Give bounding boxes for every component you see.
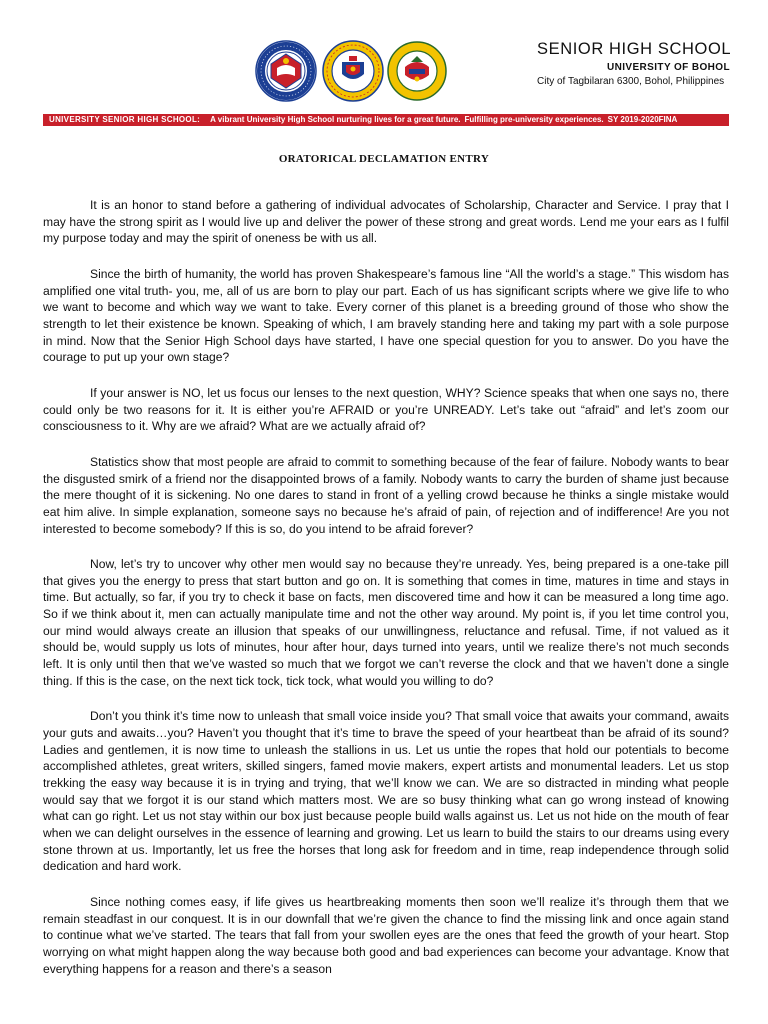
banner-tagline: A vibrant University High School nurturing lives for a great future. (210, 115, 461, 124)
university-of-bohol-seal-icon (322, 40, 384, 102)
paragraph: Statistics show that most people are afraid to commit to something because of the fear of failure. Nobody wants to bear the disgusted smirk of a friend nor the disappointed brows of a family. Nobody wants to carry the burden of shame just because the mere thought of it is sickening. No one dares to stand in front of a yelling crowd because he thinks a single mistake would eat him alive. In simple explanation, someone says no because he’s afraid of pain, of rejection and of indifference! Are you not interested to become somebody? If this is so, do you intend to be afraid forever? (43, 454, 729, 536)
school-banner (43, 114, 729, 126)
speech-body (43, 197, 729, 996)
school-name: SENIOR HIGH SCHOOL (537, 40, 732, 58)
university-name: UNIVERSITY OF BOHOL (607, 62, 730, 73)
banner-year: SY 2019-2020FINA (607, 115, 678, 124)
document-title: ORATORICAL DECLAMATION ENTRY (278, 153, 490, 165)
paragraph: If your answer is NO, let us focus our lenses to the next question, WHY? Science speaks that when one says no, there could only be two reasons for it. It is either you’re AFRAID or you’re UNREADY. Let’s take out “afraid” and let’s zoom our consciousness to it. Why are we afraid? What are we actually afraid of? (43, 385, 729, 434)
document-header (0, 0, 768, 110)
banner-motto: Fulfilling pre-university experiences. (464, 115, 604, 124)
university-high-school-seal-icon (387, 41, 447, 101)
paragraph: Now, let’s try to uncover why other men would say no because they’re unready. Yes, being prepared is a one-take pill that gives you the energy to press that start button and go on. It is something that comes in time, matures in time and stays in time. But actually, so far, if you try to check it base on facts, men discovered time and how it can be measured a long time ago. So if we think about it, men can actually manipulate time and not the other way around. My point is, if you let time control you, our mind would always create an illusion that speaks of our unwillingness, reluctance and refusal. Time, if not valued as it should be, would supply us lots of minutes, hour after hour, days turned into years, until we realize there’s not much seconds left. It is only until then that we’ve wasted so much that we forgot we can’t reverse the clock and that we haven’t done a single thing. If this is the case, on the next tick tock, tick tock, what would you willing to do? (43, 557, 729, 688)
paragraph: Since nothing comes easy, if life gives us heartbreaking moments then soon we’ll realize it’s through them that we remain steadfast in our conquest. It is in our downfall that we’re given the chance to find the missing link and once again stand to continue what we’ve started. The tears that fall from your swollen eyes are the ones that feed the growth of your heart. Stop worrying on what might happen along the way because both good and bad experiences can become your advantage. Know that everything happens for a reason and there’s a season (43, 894, 729, 976)
deped-seal-icon (255, 40, 317, 102)
banner-label: UNIVERSITY SENIOR HIGH SCHOOL: (49, 115, 201, 124)
paragraph: It is an honor to stand before a gathering of individual advocates of Scholarship, Character and Service. I pray that I may have the strong spirit as I would live up and deliver the power of these strong and great words. Lend me your ears as I fulfil my purpose today and may the spirit of oneness be with us all. (43, 198, 729, 246)
school-address: City of Tagbilaran 6300, Bohol, Philippines (537, 76, 725, 87)
paragraph: Since the birth of humanity, the world has proven Shakespeare’s famous line “All the world’s a stage.” This wisdom has amplified one vital truth- you, me, all of us are born to play our part. Each of us has significant scripts where we give life to who we want to become and which way we want to take. Every corner of this planet is a breeding ground of those who show the strength to let their existence be known. Speaking of which, I am bravely standing here and taking my part with a sole purpose in mind. Now that the Senior High School days have started, I have one special question for you to answer. Do you have the courage to put up your own stage? (43, 266, 729, 365)
paragraph: Don’t you think it’s time now to unleash that small voice inside you? That small voice that awaits your command, awaits your guts and awaits…you? Haven’t you thought that it’s time to brave the speed of your heartbeat than be afraid of its sound? Ladies and gentlemen, it is now time to unleash the stallions in us. Let us untie the ropes that hold our potentials to become accomplished athletes, great writers, skilled singers, famed movie makers, expert artists and monumental leaders. Let us stop trekking the easy way because it is in trying and trying, that we’ll know we can. We are so distracted in minding what people would say that we forgot it is our stand which matters most. We are so busy thinking what can go wrong instead of knowing what can go right. Let us not stay within our box just because people build walls against us. Let us not hide on the mouth of fear when we can delight ourselves in the essence of learning and growing. Let us learn to build the stairs to our dreams using every stone thrown at us. Importantly, let us free the horses that long ask for freedom and in time, reap independence through solid dedication and hard work. (43, 709, 729, 874)
